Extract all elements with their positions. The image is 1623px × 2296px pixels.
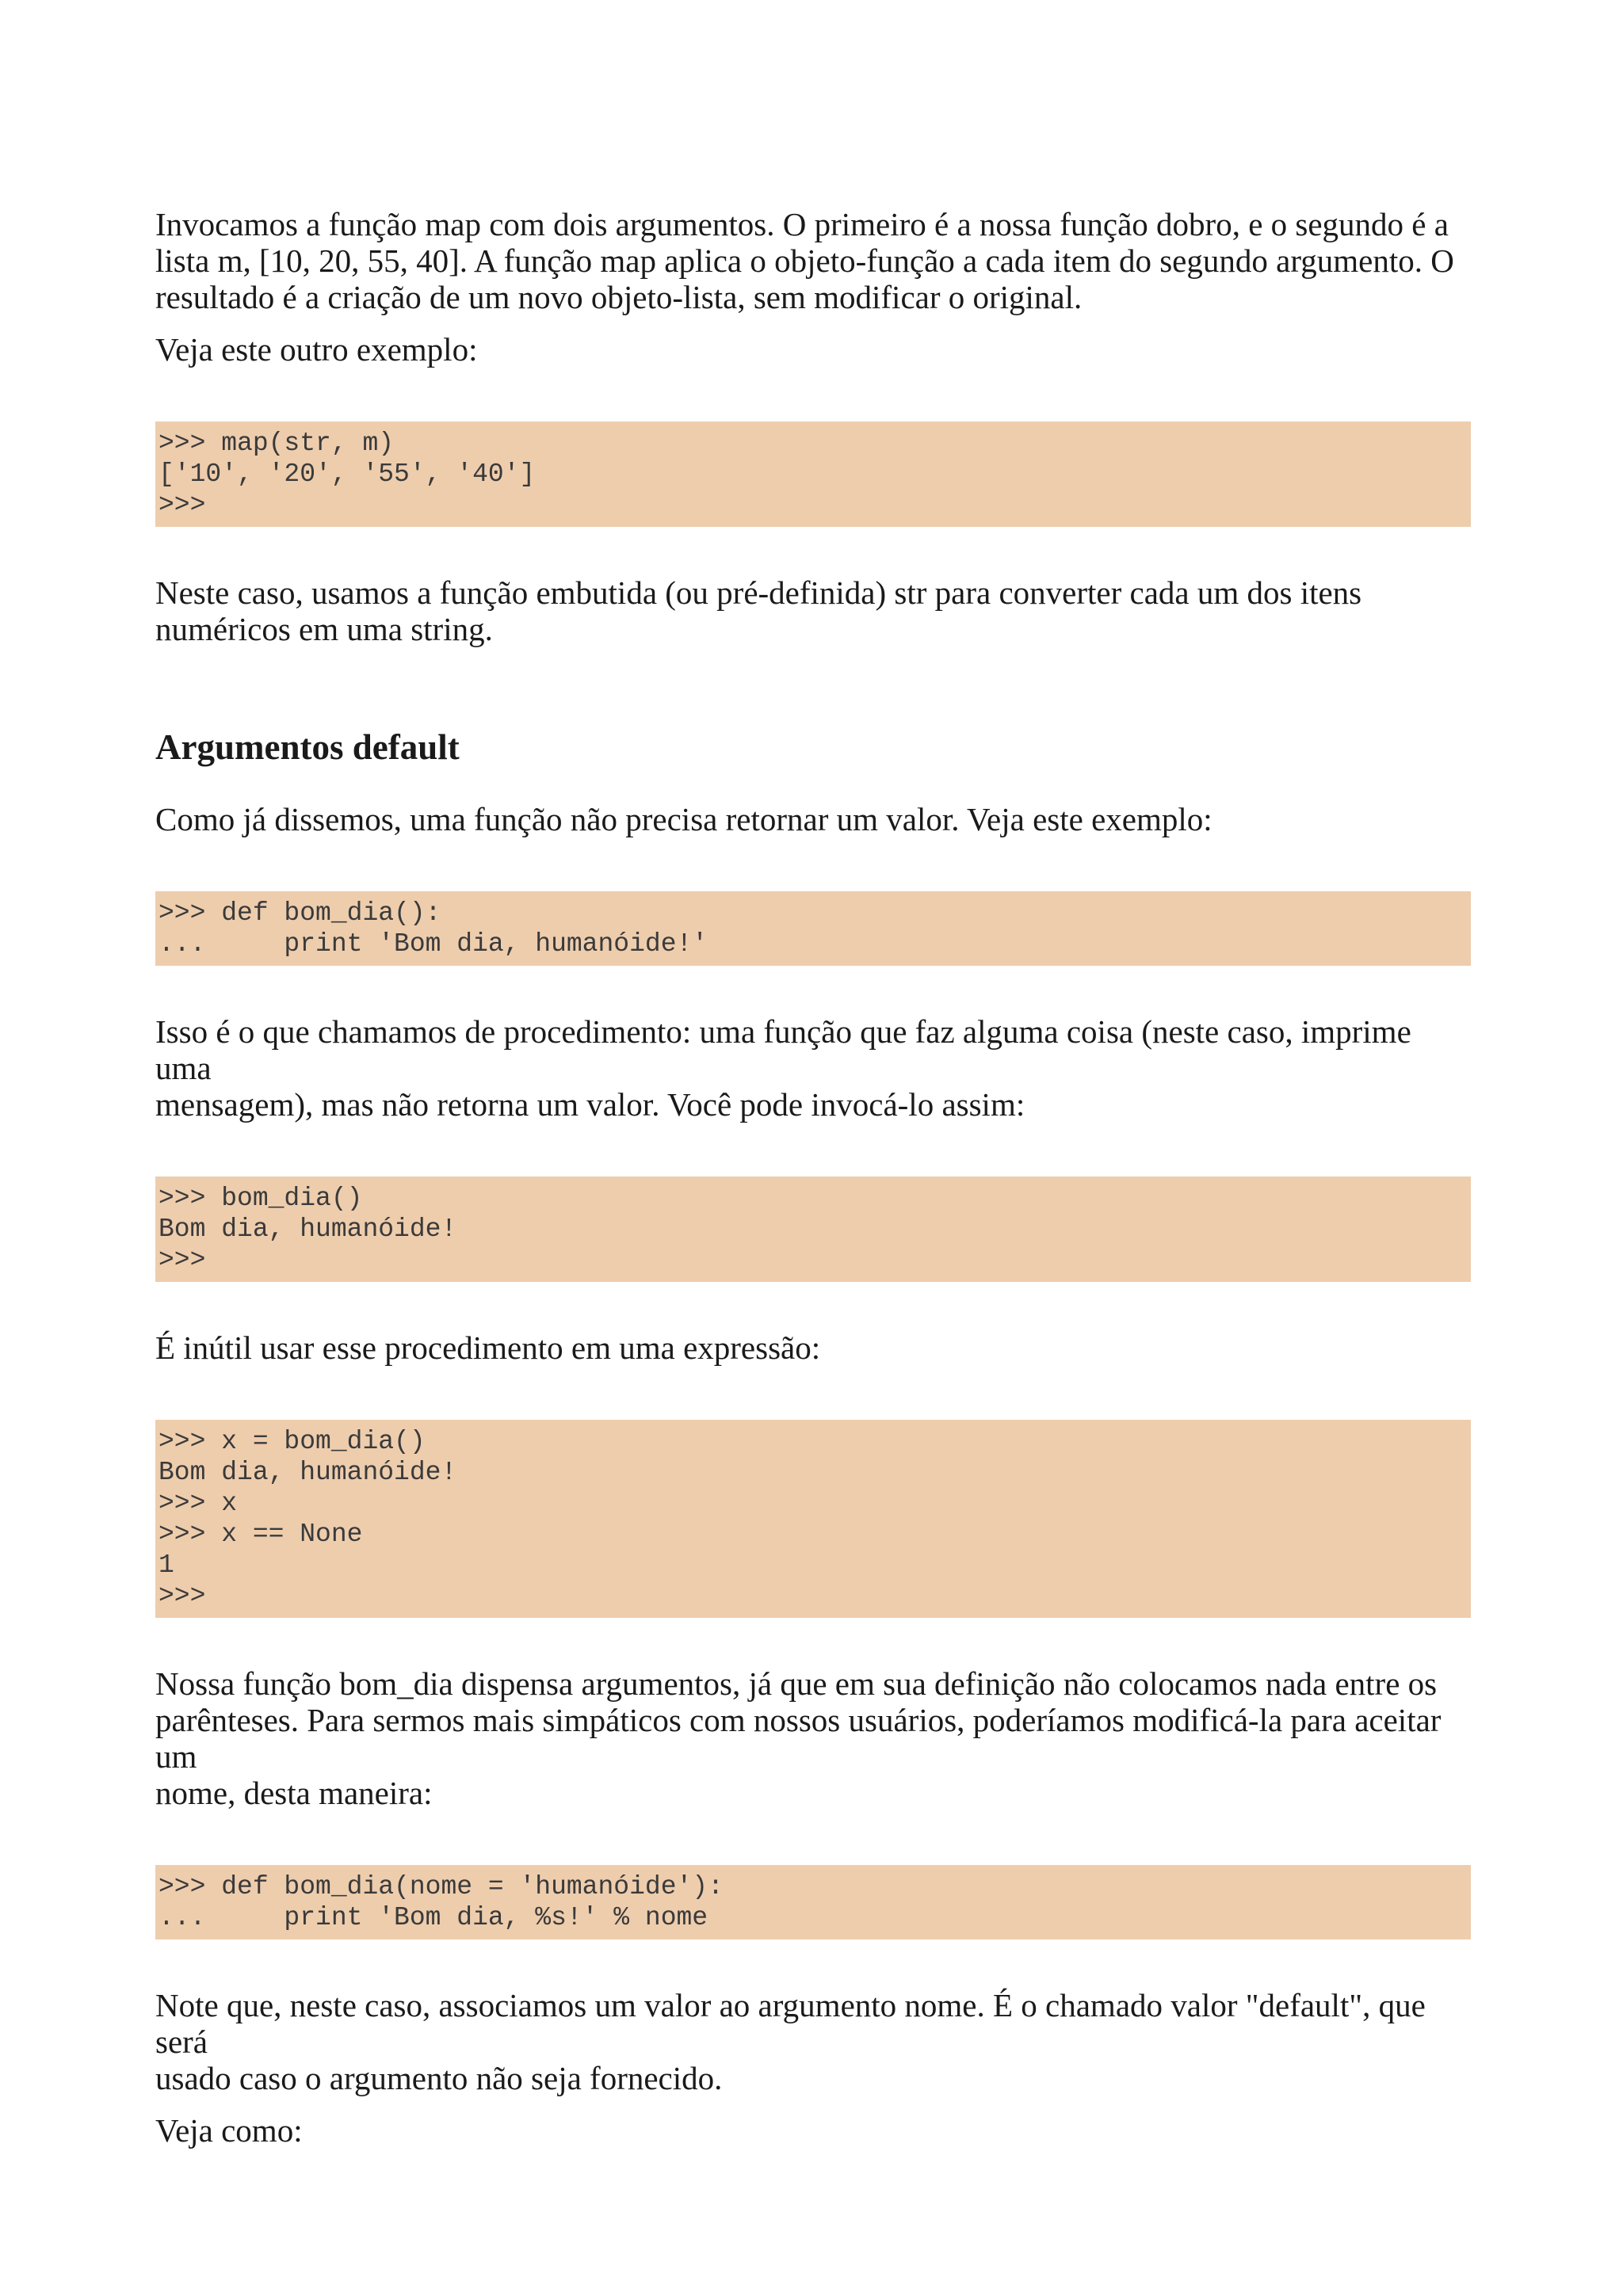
code-block-x-equals: >>> x = bom_dia() Bom dia, humanóide! >>> x >>> x == None 1 >>> <box>155 1420 1471 1618</box>
paragraph-procedure: Isso é o que chamamos de procedimento: uma função que faz alguma coisa (neste caso, imprime uma mensagem), mas não retorna um valor. Você pode invocá-lo assim: <box>155 1013 1411 1123</box>
paragraph-no-return: Como já dissemos, uma função não precisa retornar um valor. Veja este exemplo: <box>155 801 1212 837</box>
paragraph-useless-expression: É inútil usar esse procedimento em uma expressão: <box>155 1329 821 1366</box>
code-block-def-bom-dia: >>> def bom_dia(): ... print 'Bom dia, humanóide!' <box>155 891 1471 966</box>
paragraph-see-how: Veja como: <box>155 2112 303 2149</box>
document-page <box>155 206 1471 2149</box>
paragraph-default-value: Note que, neste caso, associamos um valor ao argumento nome. É o chamado valor "default", que será usado caso o argumento não seja fornecido. <box>155 1987 1426 2096</box>
paragraph-another-example: Veja este outro exemplo: <box>155 331 478 368</box>
section-heading-default-arguments: Argumentos default <box>155 727 460 767</box>
paragraph-map-explanation: Invocamos a função map com dois argumentos. O primeiro é a nossa função dobro, e o segundo é a lista m, [10, 20, 55, 40]. A função map aplica o objeto-função a cada item do segundo argumento. O resultado é a criação de um novo objeto-lista, sem modificar o original. <box>155 206 1454 315</box>
code-block-map-str: >>> map(str, m) ['10', '20', '55', '40'] >>> <box>155 421 1471 527</box>
paragraph-str-explanation: Neste caso, usamos a função embutida (ou pré-definida) str para converter cada um dos itens numéricos em uma string. <box>155 574 1362 647</box>
code-block-call-bom-dia: >>> bom_dia() Bom dia, humanóide! >>> <box>155 1177 1471 1282</box>
paragraph-no-arguments: Nossa função bom_dia dispensa argumentos, já que em sua definição não colocamos nada entre os parênteses. Para sermos mais simpáticos com nossos usuários, poderíamos modificá-la para aceitar um nome, desta maneira: <box>155 1665 1442 1811</box>
code-block-def-bom-dia-nome: >>> def bom_dia(nome = 'humanóide'): ... print 'Bom dia, %s!' % nome <box>155 1865 1471 1939</box>
